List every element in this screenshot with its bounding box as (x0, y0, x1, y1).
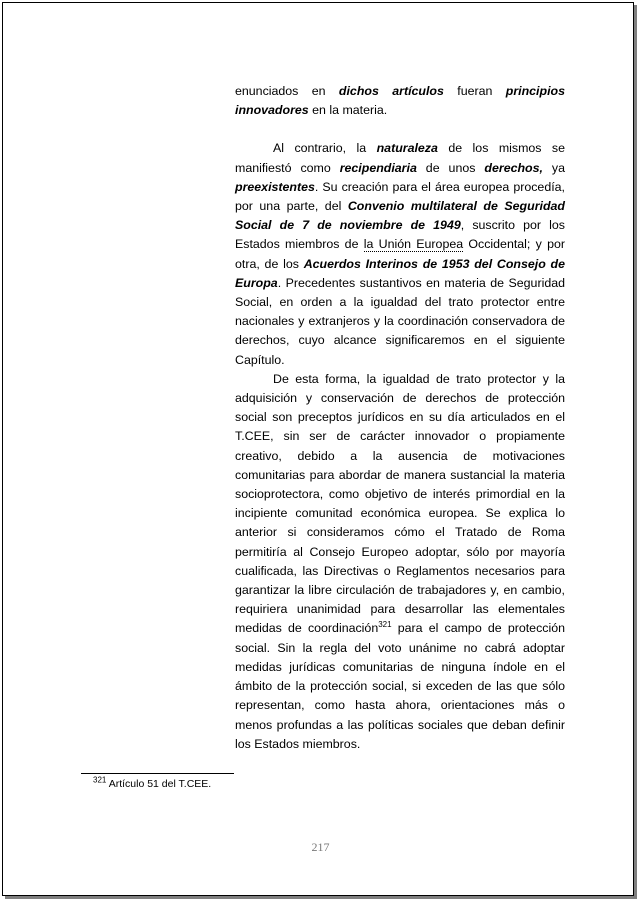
text-run: De esta forma, la igualdad de trato protector y la adquisición y conservación de derechos de protección social son preceptos jurídicos en su día articulados en el T.CEE, sin ser de carácter innovador o propiamente creativo, debido a la ausencia de motivaciones comunitarias para abordar de manera sustancial la materia socioprotectora, como objetivo de interés primordial en la incipiente comunitad económica europea. Se explica lo anterior si consideramos cómo el Tratado de Roma permitiría al Consejo Europeo adoptar, sólo por mayoría cualificada, las Directivas o Reglamentos necesarios para garantizar la libre circulación de trabajadores y, en cambio, requiriera unanimidad para desarrollar las elementales medidas de coordinación (235, 371, 565, 636)
text-run: , suscrito por los Estados miembros de (235, 218, 565, 252)
emphasis-run: preexistentes (235, 179, 315, 194)
text-run: enunciados en (235, 84, 339, 98)
text-run: para el campo de protección social. Sin la regla del voto unánime no cabrá adoptar medidas jurídicas comunitarias de ninguna índole en el ámbito de la protección social, si exceden de las que sólo representan, como hasta ahora, orientaciones más o menos profundas a las políticas sociales que deban definir los Estados miembros. (235, 621, 566, 751)
text-run: . Precedentes sustantivos en materia de Seguridad Social, en orden a la igualdad del trato protector entre nacionales y extranjeros y la coordinación conservadora de derechos, cuyo alcance significaremos en el siguiente Capítulo. (235, 275, 565, 367)
emphasis-run: principios innovadores (235, 84, 565, 118)
emphasis-run: Acuerdos Interinos de 1953 del Consejo de Europa (235, 256, 565, 290)
document-page (2, 2, 634, 896)
emphasis-run: dichos artículos (338, 84, 444, 98)
text-run: . Su creación para el área europea procedía, por una parte, del (235, 179, 565, 214)
footnote-text: Artículo 51 del T.CEE. (106, 778, 212, 790)
paragraph-2 (235, 139, 565, 369)
text-run: ya (542, 160, 566, 175)
text-run: en la materia. (308, 103, 388, 118)
emphasis-run: derechos, (484, 160, 543, 175)
footnote-reference: 321 (378, 620, 392, 630)
text-run: de los mismos se manifiestó como (235, 141, 566, 175)
paragraph-3 (235, 370, 565, 754)
text-run: Al contrario, la (273, 141, 377, 156)
text-run: Occidental; y por otra, de los (235, 237, 565, 271)
footnote (93, 775, 212, 790)
emphasis-run: naturaleza (376, 141, 438, 156)
body-text (235, 82, 565, 754)
page-number: 217 (311, 840, 330, 854)
text-run: fueran (443, 84, 506, 98)
emphasis-run: recipendiaria (339, 160, 417, 175)
dotted-underline-run: la Unión Europea (363, 237, 464, 252)
text-run: de unos (416, 160, 485, 175)
footnote-separator (81, 773, 234, 774)
emphasis-run: Convenio multilateral de Seguridad Social de 7 de noviembre de 1949 (235, 199, 565, 233)
footnote-number: 321 (93, 775, 107, 785)
paragraph-1 (235, 82, 565, 120)
